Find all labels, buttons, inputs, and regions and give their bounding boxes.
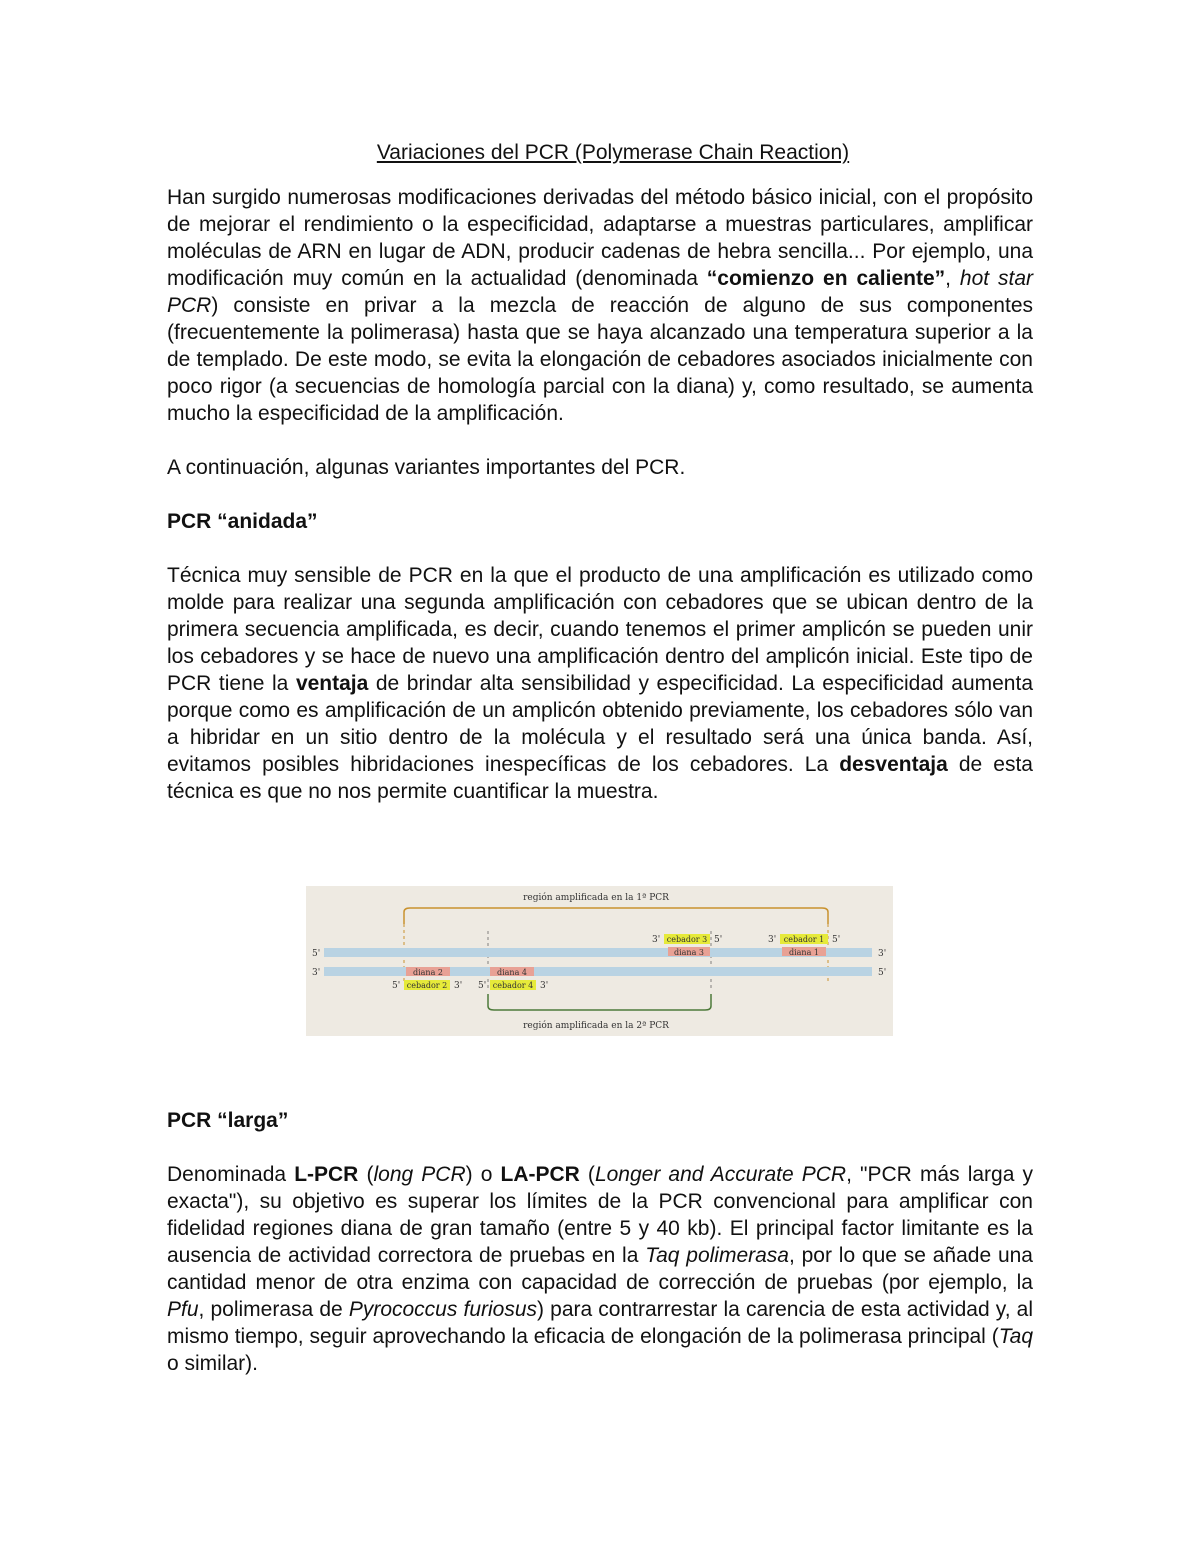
target2-label: diana 2: [412, 968, 444, 977]
intro-paragraph: [167, 184, 1033, 427]
primer2-5-label: 5': [392, 981, 401, 991]
target4-label: diana 4: [496, 968, 528, 977]
document-page: [167, 138, 1033, 1377]
disadvantage-term: desventaja: [839, 753, 948, 776]
bottom-strand-5-label: 5': [878, 968, 887, 978]
nested-text: de brindar alta sensibilidad y especificidad. La especificidad aumenta porque como es amplificación de un amplicón obtenido previamente, los cebadores sólo van a hibridar en un sitio dentro de la molécula y el resultado será una única banda. Así, evitamos posibles hibridaciones inespecíficas de los cebadores. La: [167, 672, 1033, 776]
bottom-strand-3-label: 3': [312, 968, 321, 978]
long-text: , polimerasa de: [198, 1298, 349, 1321]
long-text: , por lo que se añade una cantidad menor de otra enzima con capacidad de corrección de pruebas (por ejemplo, la: [167, 1244, 1033, 1294]
top-strand-3-label: 3': [878, 949, 887, 959]
primer4-label: cebador 4: [492, 981, 534, 990]
document-title: Variaciones del PCR (Polymerase Chain Reaction): [376, 141, 850, 164]
nested-pcr-paragraph: [167, 562, 1033, 805]
taq-term: Taq: [998, 1325, 1033, 1348]
first-pcr-label: región amplificada en la 1ª PCR: [523, 893, 669, 903]
intro-text: ,: [945, 267, 960, 290]
continuation-paragraph: A continuación, algunas variantes importantes del PCR.: [167, 456, 686, 479]
long-text: (: [358, 1163, 374, 1186]
longer-accurate-term: Longer and Accurate PCR: [594, 1163, 847, 1186]
nested-pcr-diagram: [306, 886, 893, 1036]
long-pcr-term: long PCR: [373, 1163, 466, 1186]
long-text: (: [579, 1163, 595, 1186]
hot-start-term: “comienzo en caliente”: [706, 267, 946, 290]
l-pcr-term: L-PCR: [294, 1163, 359, 1186]
pfu-term: Pfu: [167, 1298, 199, 1321]
long-pcr-heading: PCR “larga”: [167, 1109, 289, 1132]
primer1-3-label: 3': [768, 935, 777, 945]
nested-text: de esta técnica es que no nos permite cuantificar la muestra.: [167, 753, 1033, 803]
hot-star-pcr-term: hot star PCR: [167, 267, 1034, 317]
primer1-label: cebador 1: [783, 935, 825, 944]
second-pcr-label: región amplificada en la 2ª PCR: [523, 1021, 669, 1031]
pyrococcus-term: Pyrococcus furiosus: [348, 1298, 538, 1321]
nested-text: Técnica muy sensible de PCR en la que el producto de una amplificación es utilizado como molde para realizar una segunda amplificación con cebadores que se ubican dentro de la primera secuencia amplificada, es decir, cuando tenemos el primer amplicón se pueden unir los cebadores y se hace de nuevo una amplificación dentro del amplicón inicial. Este tipo de PCR tiene la: [167, 564, 1033, 695]
taq-polymerase-term: Taq polimerasa: [645, 1244, 789, 1267]
primer4-5-label: 5': [478, 981, 487, 991]
primer2-label: cebador 2: [406, 981, 448, 990]
long-text: o similar).: [167, 1352, 259, 1375]
long-text: ) o: [465, 1163, 501, 1186]
primer3-3-label: 3': [652, 935, 661, 945]
top-strand-5-label: 5': [312, 949, 321, 959]
primer4-3-label: 3': [540, 981, 549, 991]
nested-pcr-heading: PCR “anidada”: [167, 510, 318, 533]
long-text: , "PCR más larga y exacta"), su objetivo es superar los límites de la PCR convencional para amplificar con fidelidad regiones diana de gran tamaño (entre 5 y 40 kb). El principal factor limitante es la ausencia de actividad correctora de pruebas en la: [167, 1163, 1034, 1267]
primer1-5-label: 5': [832, 935, 841, 945]
primer3-5-label: 5': [714, 935, 723, 945]
intro-text: Han surgido numerosas modificaciones derivadas del método básico inicial, con el propósito de mejorar el rendimiento o la especificidad, adaptarse a muestras particulares, amplificar moléculas de ARN en lugar de ADN, producir cadenas de hebra sencilla... Por ejemplo, una modificación muy común en la actualidad (denominada: [167, 186, 1033, 290]
intro-text: ) consiste en privar a la mezcla de reacción de alguno de sus componentes (frecuentemente la polimerasa) hasta que se haya alcanzado una temperatura superior a la de templado. De este modo, se evita la elongación de cebadores asociados inicialmente con poco rigor (a secuencias de homología parcial con la diana) y, como resultado, se aumenta mucho la especificidad de la amplificación.: [167, 294, 1033, 425]
long-pcr-paragraph: [167, 1161, 1033, 1377]
advantage-term: ventaja: [295, 672, 369, 695]
nested-pcr-figure: [306, 886, 893, 1036]
primer2-3-label: 3': [454, 981, 463, 991]
la-pcr-term: LA-PCR: [500, 1163, 580, 1186]
primer3-label: cebador 3: [666, 935, 708, 944]
target1-label: diana 1: [788, 948, 820, 957]
long-text: Denominada: [167, 1163, 295, 1186]
target3-label: diana 3: [673, 948, 705, 957]
long-text: ) para contrarrestar la carencia de esta actividad y, al mismo tiempo, seguir aprovechando la eficacia de elongación de la polimerasa principal (: [167, 1298, 1033, 1348]
